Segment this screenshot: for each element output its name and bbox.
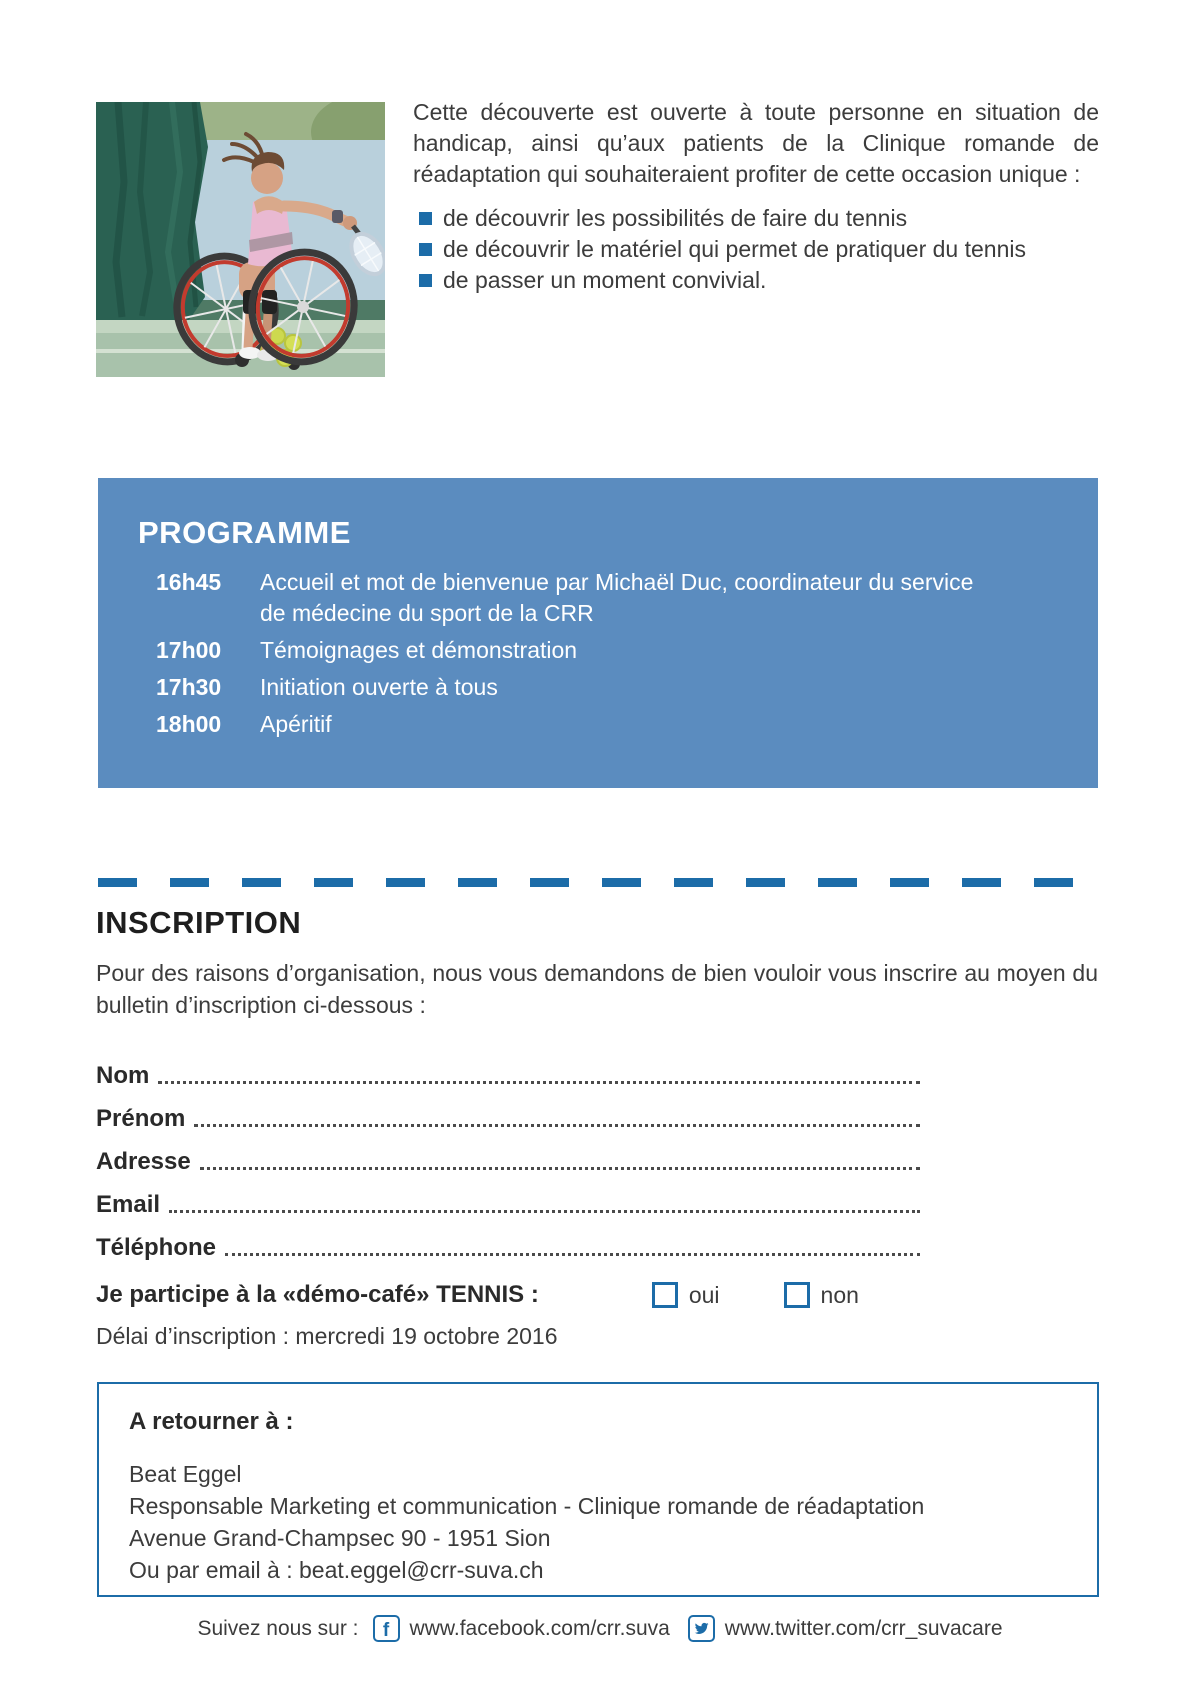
- facebook-icon[interactable]: [373, 1615, 400, 1642]
- field-row-prenom: [96, 1091, 922, 1134]
- option-oui: [652, 1282, 720, 1309]
- field-label: Téléphone: [96, 1234, 217, 1261]
- nom-input-line[interactable]: [158, 1081, 920, 1084]
- wheelchair-tennis-illustration: [96, 102, 385, 377]
- programme-panel: [98, 478, 1098, 788]
- return-line-role: Responsable Marketing et communication - Clinique romande de réadaptation: [129, 1493, 925, 1519]
- programme-row: [98, 635, 1098, 666]
- return-box-title: A retourner à :: [129, 1408, 294, 1435]
- programme-description: Accueil et mot de bienvenue par Michaël Duc, coordinateur du service de médecine du sport de la CRR: [260, 569, 974, 626]
- bullet-text: de découvrir le matériel qui permet de pratiquer du tennis: [443, 236, 1026, 262]
- bullet-square-icon: [419, 243, 432, 256]
- participation-label: Je participe à la «démo-café» TENNIS :: [96, 1281, 539, 1308]
- field-row-nom: [96, 1048, 922, 1091]
- bullet-text: de découvrir les possibilités de faire du tennis: [443, 205, 908, 231]
- twitter-url[interactable]: www.twitter.com/crr_suvacare: [724, 1616, 1003, 1640]
- deadline-text: Délai d’inscription : mercredi 19 octobre 2016: [96, 1323, 558, 1349]
- non-checkbox[interactable]: [784, 1282, 810, 1308]
- bullet-item: [413, 265, 1099, 296]
- inscription-intro: Pour des raisons d’organisation, nous vous demandons de bien vouloir vous inscrire au moyen du bulletin d’inscription ci-dessous :: [96, 960, 1098, 1018]
- field-label: Nom: [96, 1062, 150, 1089]
- prenom-input-line[interactable]: [194, 1124, 920, 1127]
- programme-time: 17h00: [156, 637, 222, 663]
- dashed-cut-line: [98, 878, 1098, 887]
- field-label: Adresse: [96, 1148, 191, 1175]
- intro-bullet-list: [413, 203, 1099, 296]
- field-row-adresse: [96, 1134, 922, 1177]
- programme-row: [98, 672, 1098, 703]
- bullet-text: de passer un moment convivial.: [443, 267, 767, 293]
- telephone-input-line[interactable]: [225, 1253, 920, 1256]
- oui-checkbox[interactable]: [652, 1282, 678, 1308]
- programme-title: PROGRAMME: [138, 515, 351, 550]
- wheelchair-tennis-photo: [96, 102, 385, 377]
- field-label: Email: [96, 1191, 161, 1218]
- email-input-line[interactable]: [169, 1210, 920, 1213]
- return-box-lines: [129, 1458, 1067, 1586]
- non-label: non: [820, 1281, 859, 1308]
- twitter-icon[interactable]: [688, 1615, 715, 1642]
- option-non: [784, 1282, 859, 1309]
- footer-label: Suivez nous sur :: [197, 1616, 359, 1640]
- oui-label: oui: [688, 1281, 720, 1308]
- facebook-url[interactable]: www.facebook.com/crr.suva: [409, 1616, 670, 1640]
- field-label: Prénom: [96, 1105, 186, 1132]
- programme-row: [98, 567, 1098, 629]
- return-line-address: Avenue Grand-Champsec 90 - 1951 Sion: [129, 1525, 551, 1551]
- inscription-form: [96, 1048, 922, 1313]
- programme-row: [98, 709, 1098, 740]
- programme-time: 18h00: [156, 711, 222, 737]
- return-address-box: [97, 1382, 1099, 1597]
- bullet-square-icon: [419, 274, 432, 287]
- field-row-telephone: [96, 1220, 922, 1263]
- intro-paragraph: Cette découverte est ouverte à toute personne en situation de handicap, ainsi qu’aux patients de la Clinique romande de réadaptation qui souhaiteraient profiter de cette occasion unique :: [413, 99, 1099, 187]
- programme-time: 17h30: [156, 674, 222, 700]
- adresse-input-line[interactable]: [200, 1167, 920, 1170]
- facebook-f-glyph: f: [382, 1619, 390, 1641]
- bullet-item: [413, 203, 1099, 234]
- bullet-square-icon: [419, 212, 432, 225]
- social-footer: [0, 1615, 1200, 1642]
- intro-section: [413, 97, 1099, 296]
- participation-row: [96, 1277, 922, 1313]
- programme-description: Apéritif: [260, 711, 332, 737]
- programme-description: Témoignages et démonstration: [260, 637, 578, 663]
- return-line-email: Ou par email à : beat.eggel@crr-suva.ch: [129, 1557, 544, 1583]
- programme-description: Initiation ouverte à tous: [260, 674, 498, 700]
- inscription-title: INSCRIPTION: [96, 905, 302, 940]
- programme-time: 16h45: [156, 569, 222, 595]
- bullet-item: [413, 234, 1099, 265]
- return-line-name: Beat Eggel: [129, 1461, 242, 1487]
- field-row-email: [96, 1177, 922, 1220]
- twitter-bird-glyph: [693, 1620, 710, 1637]
- programme-schedule: [98, 567, 1098, 740]
